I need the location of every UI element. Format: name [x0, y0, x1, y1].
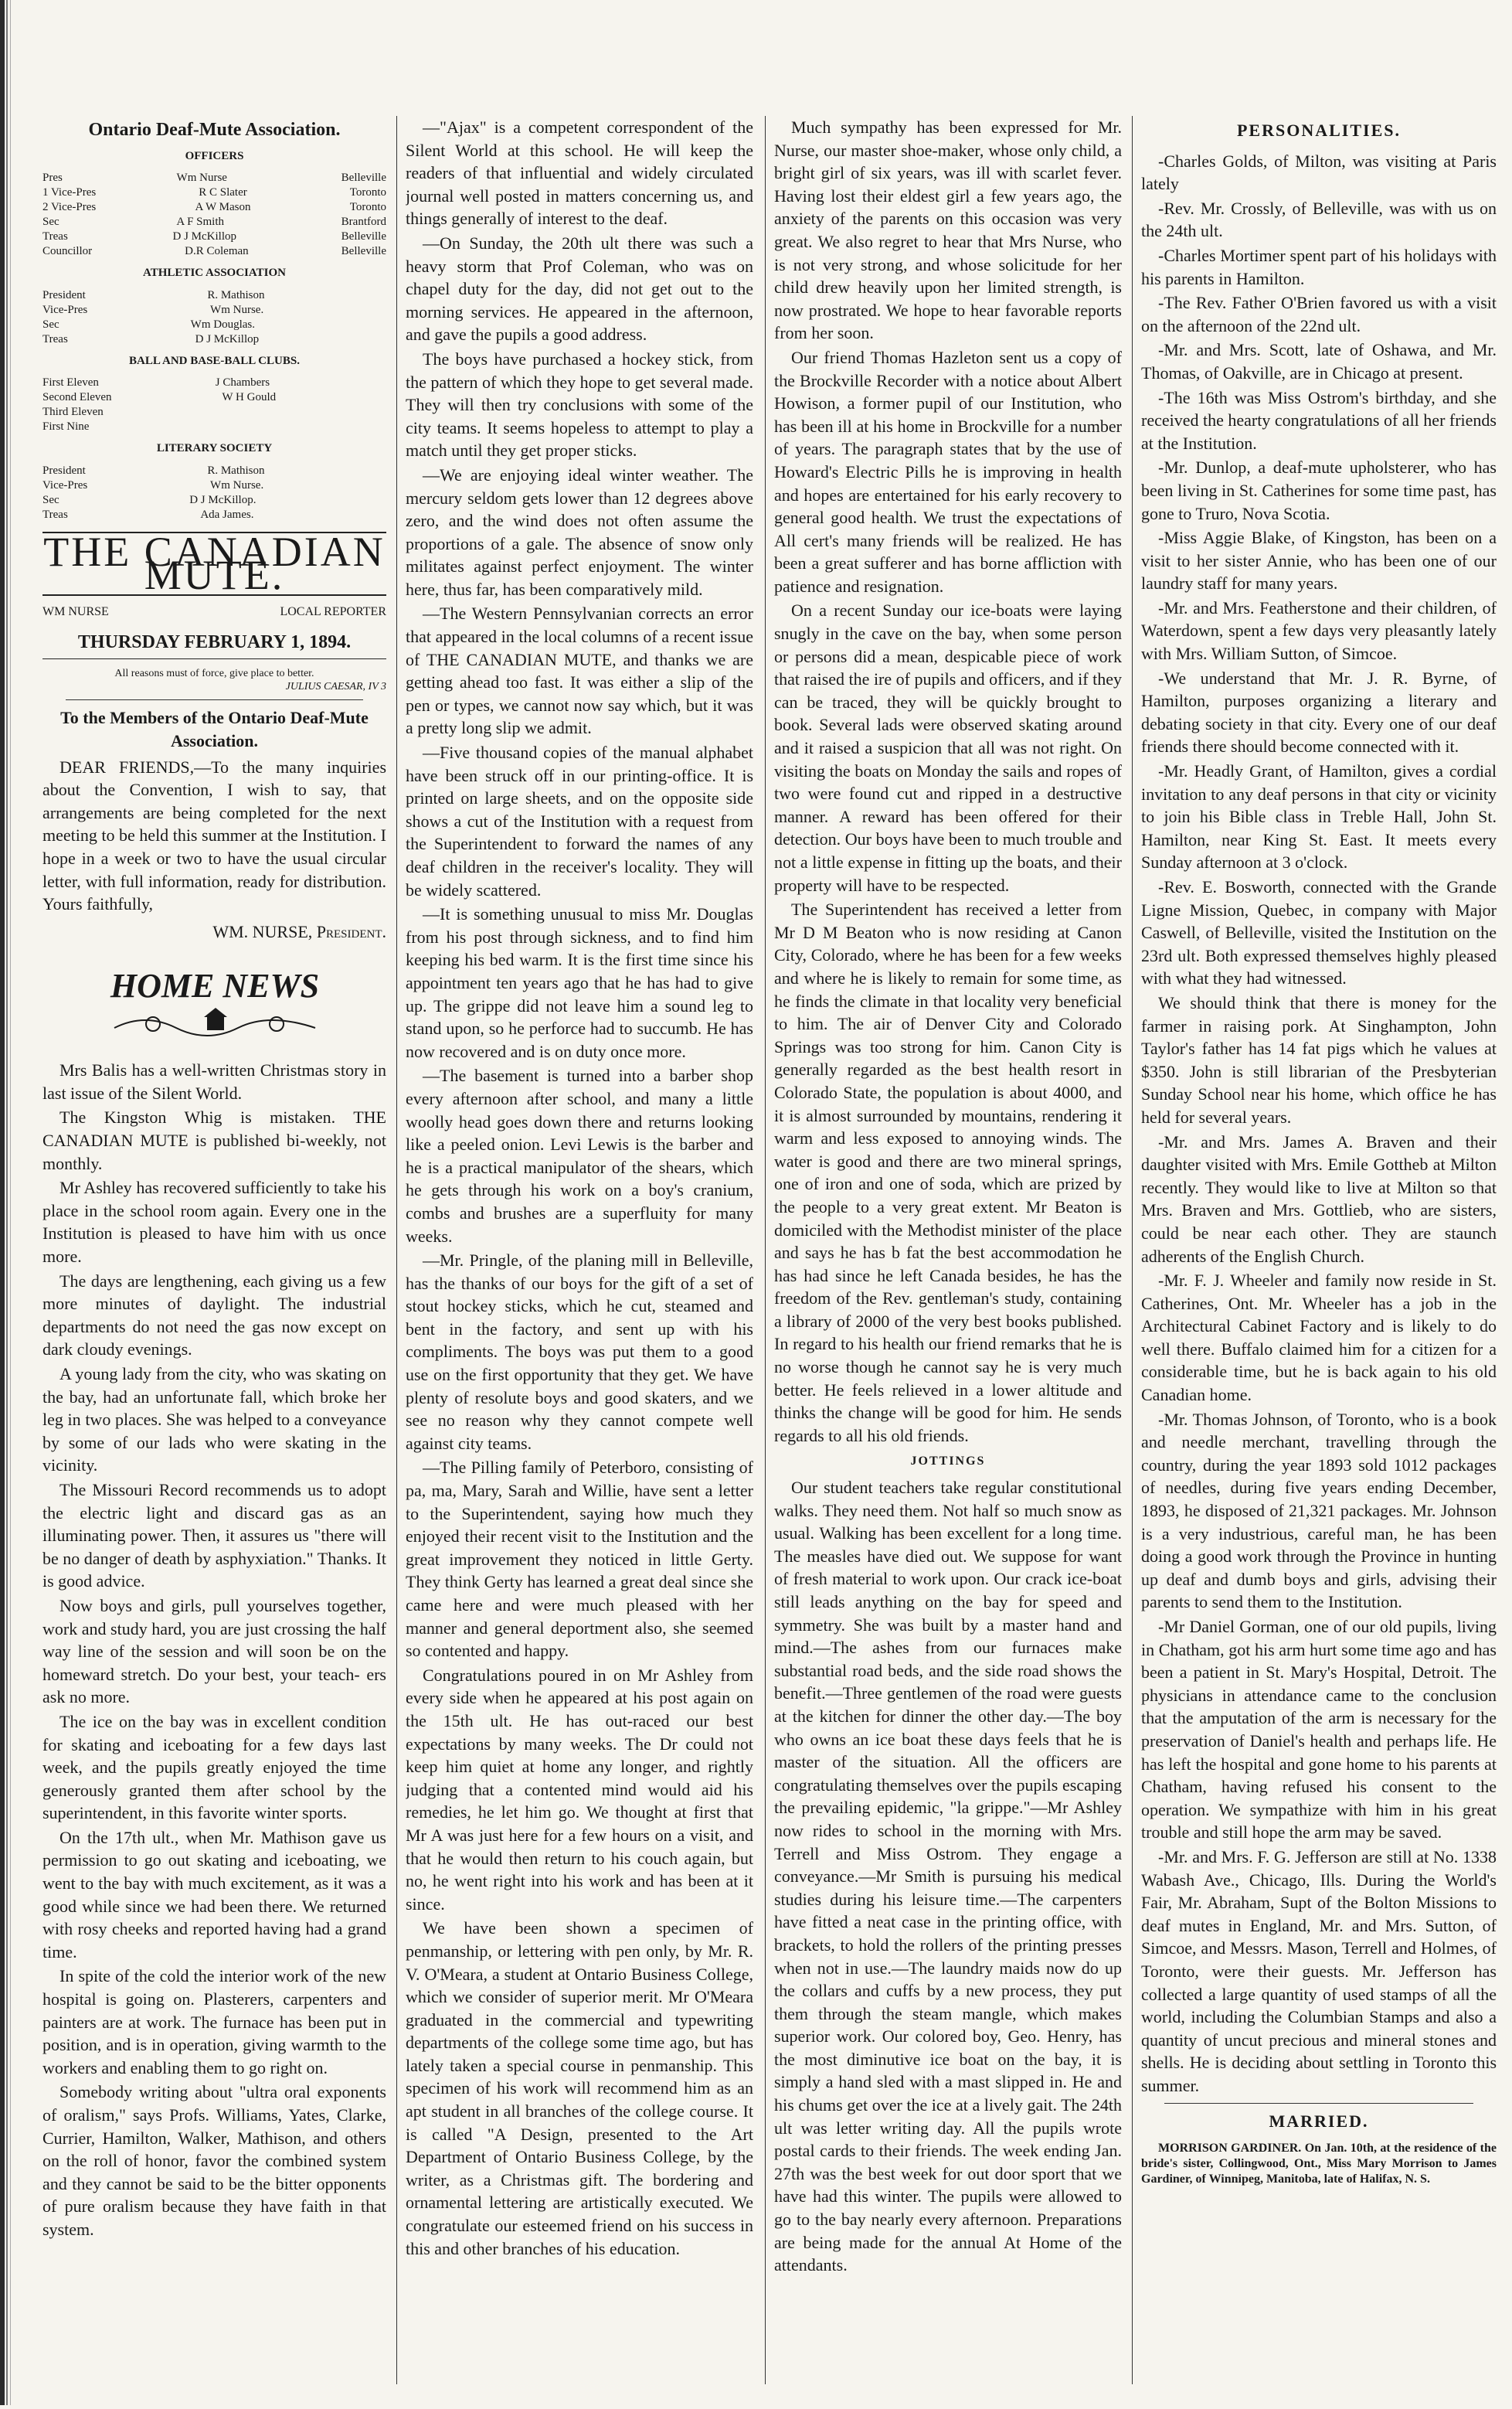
officer-row: Councillor D.R Coleman Belleville — [42, 245, 386, 258]
news-paragraph: We have been shown a specimen of penmanship, or lettering with pen only, by Mr. R. V. O'Meara, a student at Ontario Business College, which we consider of superior merit. Mr O'Meara graduated in the commercial and typewriting departments of the college some time ago, but has lately taken a special course in penmanship. This specimen of his work will recommend him as an apt student in all branches of the college course. It is called "A Design, presented to the Art Department of Ontario Business College, by the writer, as a Christmas gift. The bordering and ornamental lettering are artistically executed. We congratulate our esteemed friend on his success in this and other branches of his education. — [406, 1918, 753, 2258]
news-paragraph: Now boys and girls, pull yourselves together, work and study hard, you are just crossing the half way line of the session and will soon be on the homeward stretch. Do your best, your teach- ers ask no more. — [42, 1595, 386, 1707]
news-paragraph: Much sympathy has been expressed for Mr. Nurse, our master shoe-maker, whose only child, a bright girl of six years, was ill with scarlet fever. Having lost their eldest girl a few years ago, the anxiety of the parents on this occasion was very great. We also regret to hear that Mrs Nurse, who is not very strong, and whose solicitude for her child drew heavily upon her limited strength, is now prostrated. We hope to hear favorable reports from her soon. — [774, 117, 1122, 343]
news-paragraph: On the 17th ult., when Mr. Mathison gave us permission to go out skating and iceboating, we went to the bay with much excitement, as it was a good while since we had been there. We returned with rosy cheeks and reported having had a grand time. — [42, 1827, 386, 1962]
officer-row: Pres Wm Nurse Belleville — [42, 172, 386, 185]
news-paragraph: —We are enjoying ideal winter weather. The mercury seldom gets lower than 12 degrees above zero, and the wind does not often assume the proportions of a gale. The absence of snow only militates against perfect enjoyment. The winter here, thus far, has been comparatively mild. — [406, 464, 753, 599]
news-paragraph: Congratulations poured in on Mr Ashley from every side when he appeared at his post again on the 15th ult. He has out-raced our best expectations by many weeks. The Dr could not keep him quiet at home any longer, and rightly judging that a contented mind would aid his remedies, he let him go. We thought at first that Mr A was just here for a few hours on a visit, and that he would then return to his couch again, but no, he went right into his work and has been at it since. — [406, 1665, 753, 1914]
news-paragraph: Our student teachers take regular constitutional walks. They need them. Not half so much snow as usual. Walking has been excellent for a long time. The measles have died out. We suppose for want of fresh material to work upon. Our crack ice-boat still leads anything on the bay for speed and symmetry. She was built by a master hand and mind.—The ashes from our furnaces make substantial road beds, and the side road shows the benefit.—Three gentlemen of the road were guests at the kitchen for dinner the other day.—The boy who owns an ice boat these days feels that he is master of the situation. All the officers are congratulating themselves over the pupils escaping the prevailing epidemic, "la grippe."—Mr Ashley now rides to school in the morning with Mrs. Terrell and Miss Ostrom. They engage a conveyance.—Mr Smith is pursuing his medical studies during his leisure time.—The carpenters have fitted a neat case in the printing office, with brackets, to hold the rollers of the printing presses when not in use.—The laundry maids now do up the collars and cuffs by a new process, they put them through the steam mangle, which makes superior work. Our colored boy, Geo. Henry, has the most diminutive ice boat on the bay, it is simply a hand sled with a mast slipped in. He and his chums get over the ice at a lively gait. The 24th ult was letter writing day. All the pupils wrote postal cards to their friends. The week ending Jan. 27th was the best week for out door sport that we have had this winter. The pupils were allowed to go to the bay nearly every afternoon. Preparations are being made for the annual At Home of the attendants. — [774, 1478, 1122, 2275]
news-paragraph: —Mr. Pringle, of the planing mill in Belleville, has the thanks of our boys for the gift of a set of stout hockey sticks, which he cut, steamed and bent in the factory, and sent up with his compliments. The boys was put them to a good use on the first opportunity that they get. We have plenty of resolute boys and good skaters, and we see no reason why they cannot compete well against city teams. — [406, 1250, 753, 1453]
personal-item: -Charles Golds, of Milton, was visiting at Paris lately — [1141, 151, 1497, 194]
news-paragraph: Mr Ashley has recovered sufficiently to take his place in the school room again. Every one in the Institution is pleased to have him with us once more. — [42, 1178, 386, 1267]
news-paragraph: —The Western Pennsylvanian corrects an error that appeared in the local columns of a recent issue of THE CANADIAN MUTE, and thanks we are getting ahead too fast. It was either a slip of the pen or types, we cannot now say which, but it was a pretty long slip we admit. — [406, 604, 753, 738]
married-heading: MARRIED. — [1269, 2111, 1369, 2132]
literary-list — [42, 464, 386, 522]
home-news-banner — [99, 951, 331, 1051]
officer-row: First Eleven J Chambers — [42, 376, 270, 390]
personal-item: -Charles Mortimer spent part of his holidays with his parents in Hamilton. — [1141, 245, 1497, 288]
news-paragraph: Our friend Thomas Hazleton sent us a copy of the Brockville Recorder with a notice about Albert Howison, a former pupil of our Institution, who has been ill at his home in Brockville for a number of years. The paragraph states that by the use of Howard's Electric Pills he is improving in health and hopes are entertained for his early recovery to general good health. We trust the expectations of All cert's many friends will be realized. He has been a great sufferer and has borne affliction with patience and resignation. — [774, 347, 1122, 596]
wreath-icon — [146, 1017, 160, 1031]
news-paragraph: —It is something unusual to miss Mr. Douglas from his post through sickness, and to find him keeping his bed warm. It is the first time since his appointment ten years ago that he has had to give up. The grippe did not leave him a sound leg to stand upon, so he perforce had to succumb. He has now recovered and is on duty once more. — [406, 904, 753, 1061]
news-paragraph: The Missouri Record recommends us to adopt the electric light and discard gas as an illuminating power. Then, it assures us "there will be no danger of death by asphyxiation." Thanks. It is good advice. — [42, 1479, 386, 1591]
personal-item: -We understand that Mr. J. R. Byrne, of Hamilton, purposes organizing a literary and debating society in that city. Every one of our deaf friends there should become connected with it. — [1141, 668, 1497, 757]
personalities-heading: PERSONALITIES. — [1236, 121, 1401, 140]
personal-item: -Mr. Headly Grant, of Hamilton, gives a cordial invitation to any deaf persons in that city or vicinity to join his Bible class in Treble Hall, John St. Hamilton, near King St. East. It meets every Sunday afternoon at 3 o'clock. — [1141, 761, 1497, 873]
column-1 — [42, 116, 386, 2384]
news-paragraph: In spite of the cold the interior work of the new hospital is going on. Plasterers, carpenters and painters are at work. The furnace has been put in position, and is in operation, giving warmth to the workers and enabling them to go right on. — [42, 1966, 386, 2077]
scanned-page-edge — [0, 0, 22, 2405]
officer-row: Vice-Pres Wm Nurse. — [42, 478, 264, 492]
news-paragraph: Mrs Balis has a well-written Christmas story in last issue of the Silent World. — [42, 1060, 386, 1103]
athletic-heading: ATHLETIC ASSOCIATION — [143, 267, 286, 280]
personal-item: -Rev. E. Bosworth, connected with the Grande Ligne Mission, Quebec, in company with Major Caswell, of Belleville, visited the Institution on the 23rd ult. Both expressed themselves highly pleased with what they had witnessed. — [1141, 877, 1497, 988]
officer-row: First Nine — [42, 420, 90, 434]
personal-item: -The Rev. Father O'Brien favored us with a visit on the afternoon of the 22nd ult. — [1141, 293, 1497, 335]
column-rule — [396, 116, 397, 2384]
jottings-heading: JOTTINGS — [910, 1455, 986, 1468]
editor-label: WM NURSE — [42, 605, 109, 619]
news-paragraph: A young lady from the city, who was skating on the bay, had an unfortunate fall, which broke her leg in two places. She was helped to a conveyance by some of our lads who were skating in the vicinity. — [42, 1364, 386, 1475]
officer-row: Vice-Pres Wm Nurse. — [42, 303, 264, 316]
personal-item: -Mr. and Mrs. Scott, late of Oshawa, and Mr. Thomas, of Oakville, are in Chicago at present. — [1141, 340, 1497, 383]
officer-row: 1 Vice-Pres R C Slater Toronto — [42, 186, 386, 199]
news-paragraph: On a recent Sunday our ice-boats were laying snugly in the cave on the bay, when some person or persons did a mean, despicable piece of work that raised the ire of pupils and officers, and if they can be traced, they will be quickly brought to book. Several lads were observed skating around and it raised a suspicion that all was not right. On visiting the boats on Monday the sails and ropes of two were found cut and ripped in a destructive manner. A reward has been offered for their detection. Our boys have been to much trouble and not a little expense in fitting up the boats, and their property will have to be respected. — [774, 601, 1122, 895]
news-paragraph: Somebody writing about "ultra oral exponents of oralism," says Profs. Williams, Yates, Clarke, Currier, Hamilton, Walker, Mathison, and others on the roll of honor, favor the combined system and they cannot be said to be the bitter opponents of pure oralism because they have faith in that system. — [42, 2082, 386, 2239]
married-notice: MORRISON GARDINER. On Jan. 10th, at the residence of the bride's sister, Collingwood, Ont., Miss Mary Morrison to James Gardiner, of Winnipeg, Manitoba, late of Halifax, N. S. — [1141, 2142, 1497, 2186]
news-paragraph: —The basement is turned into a barber shop every afternoon after school, and many a little woolly head goes down there and returns looking like a peeled onion. Levi Lewis is the barber and he is a practical manipulator of the shears, which he gets through his work on a boy's cranium, combs and brushes are a superfluity for many weeks. — [406, 1066, 753, 1246]
news-paragraph: The boys have purchased a hockey stick, from the pattern of which they hope to get several made. They will then try conclusions with some of the city teams. It seems hopeless to attempt to play a match until they get proper sticks. — [406, 349, 753, 461]
column-2 — [406, 116, 753, 2384]
divider — [1164, 2103, 1473, 2104]
personal-item: -Mr. and Mrs. James A. Braven and their daughter visited with Mrs. Emile Gottheb at Milton recently. They would like to live at Milton so that Mrs. Braven and Mrs. Gottlieb, who are sisters, could be near each other. They are staunch adherents of the English Church. — [1141, 1131, 1497, 1266]
wreath-icon — [270, 1017, 284, 1031]
personal-item: -Rev. Mr. Crossly, of Belleville, was with us on the 24th ult. — [1141, 198, 1497, 241]
officers-heading: OFFICERS — [185, 149, 244, 162]
news-paragraph: The Kingston Whig is mistaken. THE CANADIAN MUTE is published bi-weekly, not monthly. — [42, 1108, 386, 1173]
personal-item: -Mr. F. J. Wheeler and family now reside in St. Catherines, Ont. Mr. Wheeler has a job in the Architectural Cabinet Factory and is likely to do well there. Buffalo claimed him for a citizen for a considerable time, but he is back again to his old Canadian home. — [1141, 1271, 1497, 1405]
personal-item: -The 16th was Miss Ostrom's birthday, and she received the hearty congratulations of all her friends at the Institution. — [1141, 387, 1497, 453]
reporter-label: LOCAL REPORTER — [280, 605, 386, 619]
news-paragraph: —The Pilling family of Peterboro, consisting of pa, ma, Mary, Sarah and Willie, have sent a letter to the Superintendent, saying how much they enjoyed their recent visit to the Institution and the great improvement they noticed in little Gerty. They think Gerty has learned a great deal since she came here and were much pleased with her manner and general deportment also, she seemed so contented and happy. — [406, 1458, 753, 1661]
roof-icon — [204, 1008, 227, 1017]
personal-item: We should think that there is money for the farmer in raising pork. At Singhampton, John Taylor's father has 14 fat pigs which he values at $350. John is still librarian of the Presbyterian Sunday School near his home, which office he has held for several years. — [1141, 992, 1497, 1127]
news-paragraph: The Superintendent has received a letter from Mr D M Beaton who is now residing at Canon City, Colorado, where he has been for a few weeks and where he is likely to remain for some time, as he finds the climate in that locality very beneficial to him. The air of Denver City and Colorado Springs was too strong for him. Canon City is generally regarded as the best health resort in Colorado State, the population is about 4000, and it is almost surrounded by mountains, rendering it warm and less exposed to annoying winds. The water is good and there are two mineral springs, one of iron and one of soda, which are prized by the people to a very great extent. Mr Beaton is domiciled with the Methodist minister of the place and says he has b fat the best accommodation he has had since he left Canada besides, he has the freedom of the Rev. gentleman's study, containing a library of 2000 of the very best books published. In regard to his health our friend remarks that he is no worse though he cannot say he is very much better. He feels relieved in a lower altitude and thinks the change will be good for him. He sends regards to all his old friends. — [774, 900, 1122, 1445]
news-paragraph: The days are lengthening, each giving us a few more minutes of daylight. The industrial departments do not need the gas now except on dark cloudy evenings. — [42, 1271, 386, 1359]
officer-row: Treas D J McKillop — [42, 332, 260, 345]
news-paragraph: —On Sunday, the 20th ult there was such a heavy storm that Prof Coleman, who was on chapel duty for the day, did not get out to the morning services. He appeared in the afternoon, and gave the pupils a good address. — [406, 233, 753, 345]
literary-heading: LITERARY SOCIETY — [156, 442, 273, 455]
newspaper-page — [42, 116, 1503, 2384]
motto-attribution: JULIUS CAESAR, IV 3 — [285, 681, 386, 693]
personal-item: -Mr. Dunlop, a deaf-mute upholsterer, who has been living in St. Catherines for some time past, has gone to Truro, Nova Scotia. — [1141, 458, 1497, 523]
ball-clubs-heading: BALL AND BASE-BALL CLUBS. — [129, 354, 300, 367]
athletic-list — [42, 288, 386, 347]
home-news-title: HOME NEWS — [110, 967, 319, 1005]
to-members-signature: WM. NURSE, President. — [212, 921, 386, 941]
officer-row: President R. Mathison — [42, 464, 265, 477]
news-paragraph: The ice on the bay was in excellent condition for skating and iceboating for a few days last week, and the pupils greatly enjoyed the time generously granted them after school by the superintendent, in this favorite winter sports. — [42, 1711, 386, 1823]
officer-row: Sec Wm Douglas. — [42, 318, 255, 331]
divider — [66, 699, 363, 700]
ball-clubs-list — [42, 376, 386, 434]
personal-item: -Mr Daniel Gorman, one of our old pupils, living in Chatham, got his arm hurt some time ago and has been a patient in St. Mary's Hospital, Detroit. The physicians in attendance came to the conclusion that the amputation of the arm is necessary for the preservation of Daniel's health and perhaps life. He has left the hospital and gone home to his parents at Chatham, having refused his consent to the operation. We sympathize with him in his great trouble and still hope the arm may be saved. — [1141, 1617, 1497, 1842]
officer-row: Third Eleven — [42, 406, 104, 419]
to-members-body: DEAR FRIENDS,—To the many inquiries about the Convention, I wish to say, that arrangements are being completed for the next meeting to be held this summer at the Institution. I hope in a week or two to have the usual circular letter, with full information, ready for distribution. Yours faithfully, — [42, 757, 386, 914]
news-paragraph: —Five thousand copies of the manual alphabet have been struck off in our printing-office. It is printed on large sheets, and on the opposite side shows a cut of the Institution with a request from the Superintendent to forward the names of any deaf children in the receiver's locality. They will be widely scattered. — [406, 743, 753, 900]
officer-row: Treas Ada James. — [42, 508, 254, 521]
officer-row: Sec D J McKillop. — [42, 493, 257, 506]
officer-row: Sec A F Smith Brantford — [42, 216, 386, 229]
personal-item: -Mr. and Mrs. Featherstone and their children, of Waterdown, spent a few days very pleasantly lately with Mrs. William Sutton, of Simcoe. — [1141, 597, 1497, 664]
masthead: THE CANADIAN MUTE. — [43, 528, 386, 598]
column-rule — [765, 116, 766, 2384]
motto: All reasons must of force, give place to better. JULIUS CAESAR, IV 3 — [42, 667, 386, 693]
personal-item: -Miss Aggie Blake, of Kingston, has been on a visit to her sister Annie, who has been one of our laundry staff for many years. — [1141, 528, 1497, 594]
column-4 — [1141, 116, 1497, 2384]
officer-row: Second Eleven W H Gould — [42, 391, 277, 404]
officer-row: Treas D J McKillop Belleville — [42, 230, 386, 243]
column-3 — [774, 116, 1122, 2384]
personal-item: -Mr. Thomas Johnson, of Toronto, who is a book and needle merchant, travelling through the country, during the year 1893 sold 1012 packages of needles, during five years ending December, 1893, he disposed of 21,321 packages. Mr. Johnson is a very industrious, careful man, he has been doing a good work through the Province in hunting up deaf and dumb boys and girls, advising their parents to send them to the Institution. — [1141, 1409, 1497, 1612]
personal-item: -Mr. and Mrs. F. G. Jefferson are still at No. 1338 Wabash Ave., Chicago, Ills. During the World's Fair, Mr. Abraham, Supt of the Bolton Missions to deaf mutes in England, Mr. and Mrs. Sutton, of Simcoe, and Messrs. Mason, Terrell and Holmes, of Toronto, were their guests. Mr. Jefferson has collected a large quantity of used stamps of all the world, including the Columbian Stamps and also a quantity of uncut precious and mineral stones and shells. He is deciding about settling in Toronto this summer. — [1141, 1846, 1497, 2095]
house-icon — [207, 1016, 224, 1030]
to-members-heading: To the Members of the Ontario Deaf-Mute Association. — [60, 708, 369, 750]
news-paragraph: —"Ajax" is a competent correspondent of the Silent World at this school. He will keep the readers of that influential and widely circulated journal well posted in matters concerning us, and things generally of interest to the deaf. — [406, 117, 753, 229]
dateline: THURSDAY FEBRUARY 1, 1894. — [42, 631, 386, 660]
officer-row: 2 Vice-Pres A W Mason Toronto — [42, 201, 386, 214]
column-rule — [1132, 116, 1133, 2384]
masthead-editors — [42, 601, 386, 624]
officers-list — [42, 171, 386, 259]
officer-row: President R. Mathison — [42, 288, 265, 301]
association-title: Ontario Deaf-Mute Association. — [88, 120, 341, 140]
